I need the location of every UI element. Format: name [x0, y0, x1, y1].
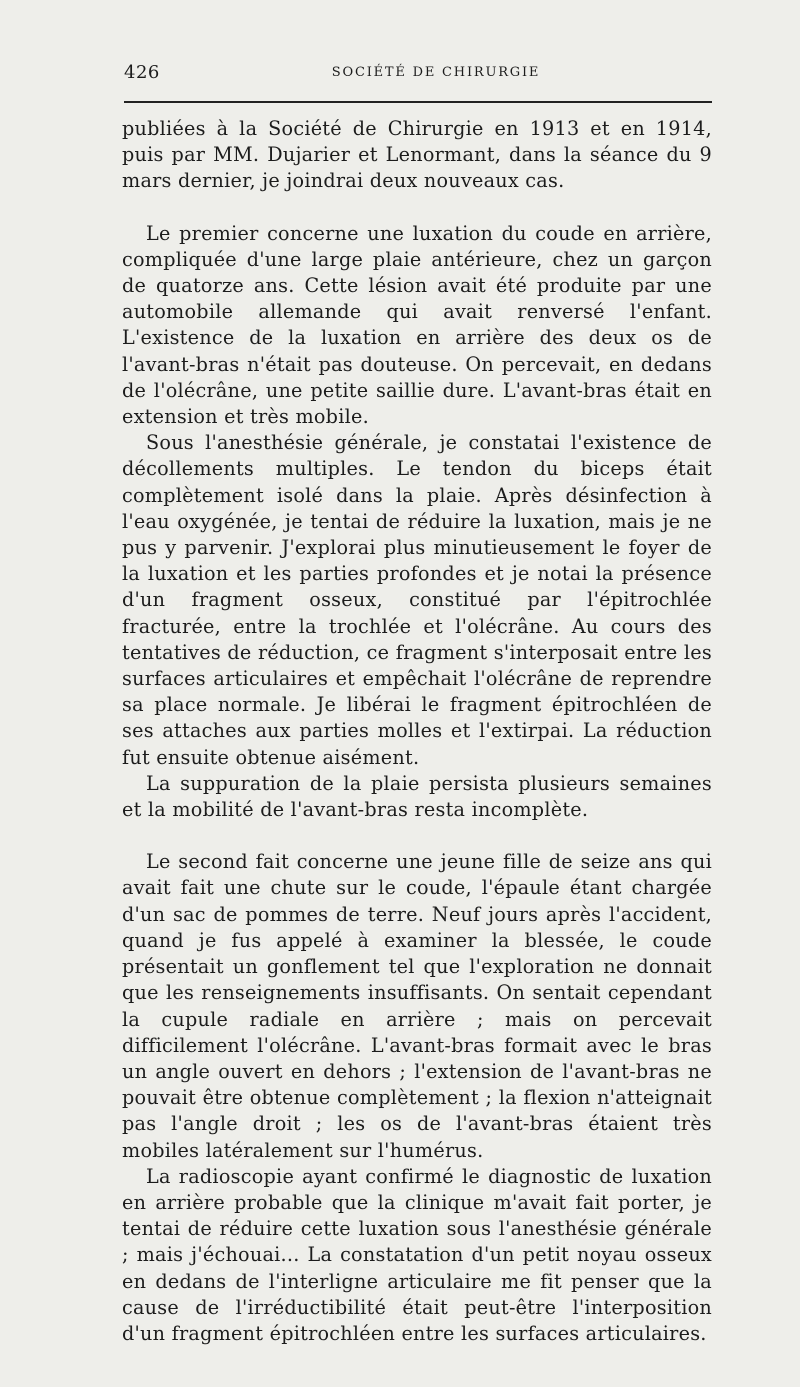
paragraph-case-one-outcome: La suppuration de la plaie persista plusieurs semaines et la mobilité de l'avant-bras resta incomplète.: [122, 771, 712, 822]
page-header: [120, 60, 712, 88]
paragraph-case-two-intro: Le second fait concerne une jeune fille de seize ans qui avait fait une chute sur le coude, l'épaule étant chargée d'un sac de pommes de terre. Neuf jours après l'accident, quand je fus appelé à examiner la blessée, le coude présentait un gonflement tel que l'exploration ne donnait que les renseignements insuffisants. On sentait cependant la cupule radiale en arrière ; mais on percevait difficilement l'olécrâne. L'avant-bras formait avec le bras un angle ouvert en dehors ; l'extension de l'avant-bras ne pouvait être obtenue complètement ; la flexion n'atteignait pas l'angle droit ; les os de l'avant-bras étaient très mobiles latéralement sur l'humérus.: [122, 850, 712, 1162]
header-rule: [124, 101, 712, 103]
running-head: SOCIÉTÉ DE CHIRURGIE: [331, 65, 541, 80]
body-text: [122, 116, 712, 1347]
paragraph-case-one-intro: Le premier concerne une luxation du coude en arrière, compliquée d'une large plaie antérieure, chez un garçon de quatorze ans. Cette lésion avait été produite par une automobile allemande qui avait renversé l'enfant. L'existence de la luxation en arrière des deux os de l'avant-bras n'était pas douteuse. On percevait, en dedans de l'olécrâne, une petite saillie dure. L'avant-bras était en extension et très mobile.: [122, 221, 712, 429]
paragraph-continuation: publiées à la Société de Chirurgie en 1913 et en 1914, puis par MM. Dujarier et Lenormant, dans la séance du 9 mars dernier, je joindrai deux nouveaux cas.: [122, 117, 712, 193]
paragraph-case-one-surgery: Sous l'anesthésie générale, je constatai l'existence de décollements multiples. Le tendon du biceps était complètement isolé dans la plaie. Après désinfection à l'eau oxygénée, je tentai de réduire la luxation, mais je ne pus y parvenir. J'explorai plus minutieusement le foyer de la luxation et les parties profondes et je notai la présence d'un fragment osseux, constitué par l'épitrochlée fracturée, entre la trochlée et l'olécrâne. Au cours des tentatives de réduction, ce fragment s'interposait entre les surfaces articulaires et empêchait l'olécrâne de reprendre sa place normale. Je libérai le fragment épitrochléen de ses attaches aux parties molles et l'extirpai. La réduction fut ensuite obtenue aisément.: [122, 431, 712, 769]
paragraph-case-two-radioscopy: La radioscopie ayant confirmé le diagnostic de luxation en arrière probable que la clinique m'avait fait porter, je tentai de réduire cette luxation sous l'anesthésie générale ; mais j'échouai... La constatation d'un petit noyau osseux en dedans de l'interligne articulaire me fit penser que la cause de l'irréductibilité était peut-être l'interposition d'un fragment épitrochléen entre les surfaces articulaires.: [122, 1164, 712, 1345]
page-number: 426: [124, 62, 160, 83]
